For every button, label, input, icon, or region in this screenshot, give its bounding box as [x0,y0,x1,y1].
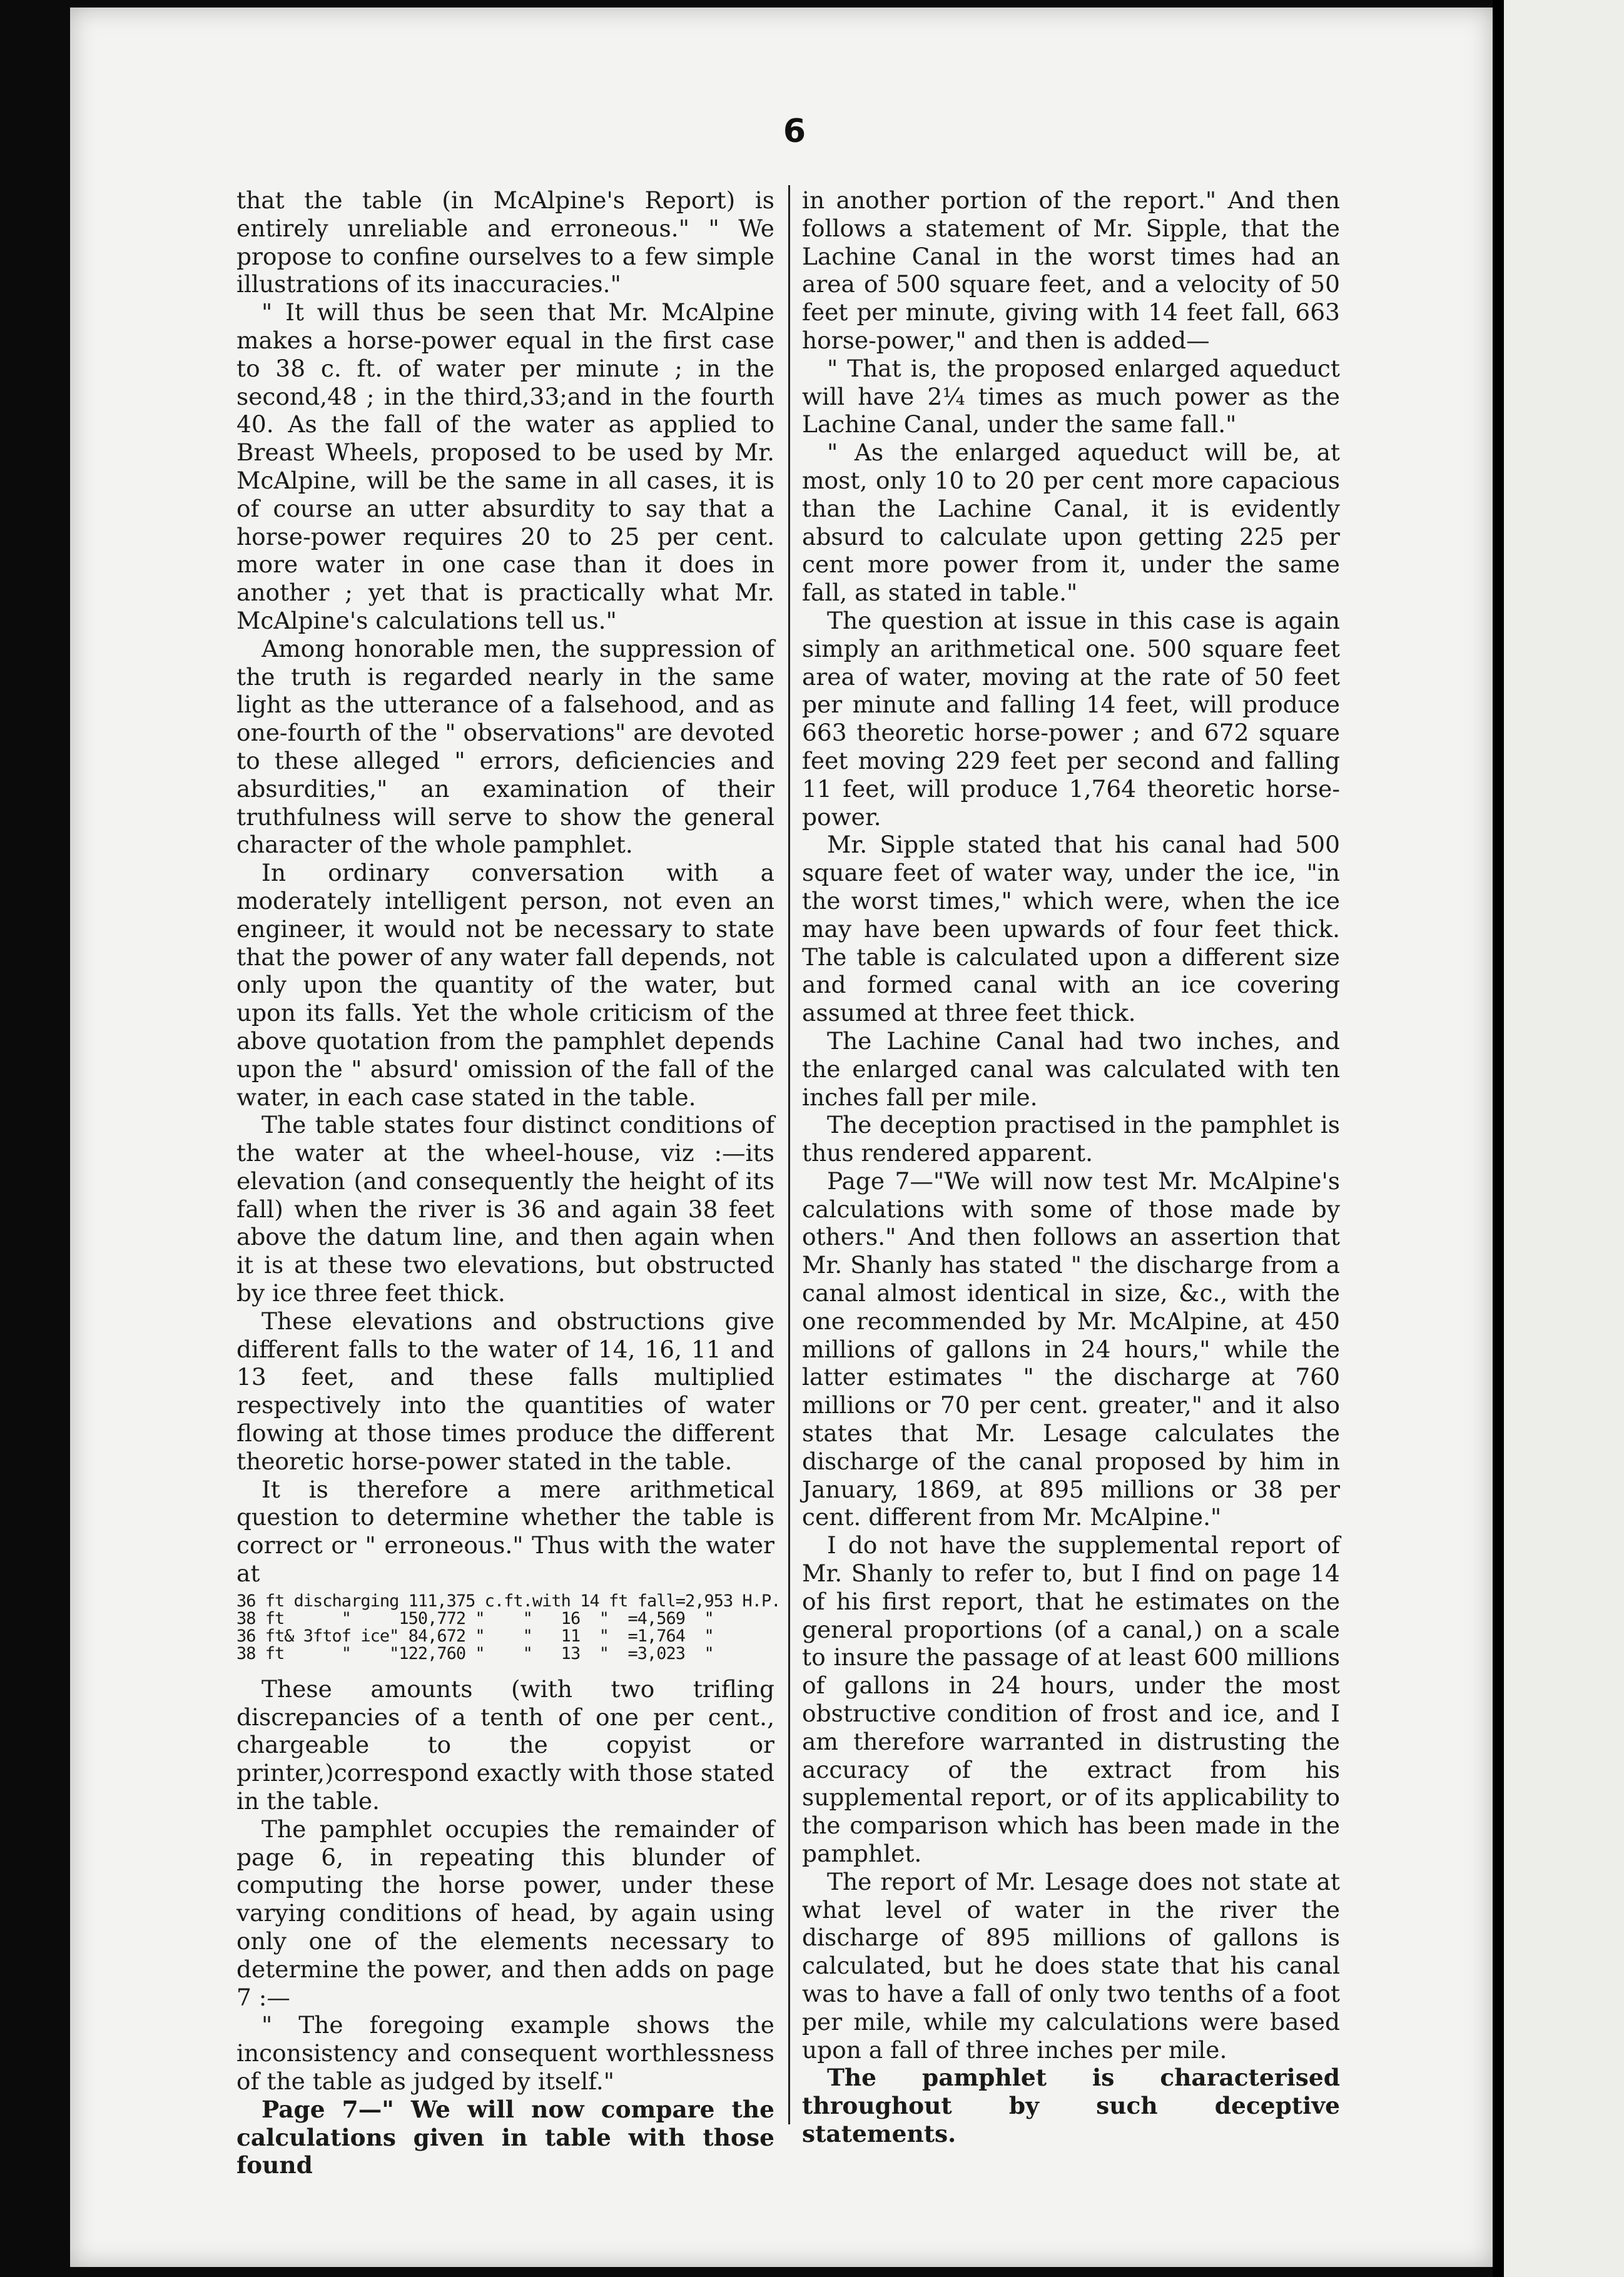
paragraph: In ordinary conversation with a moderately intelligent person, not even an engineer, it would not be necessary to state that the power of any water fall depends, not only upon the quantity of the water, but upon its falls. Yet the whole criticism of the above quotation from the pamphlet depends upon the " absurd' omission of the fall of the water, in each case stated in the table. [236,859,774,1111]
table-row: 38 ft " 150,772 " " 16 " =4,569 " [236,1608,714,1628]
paragraph: Among honorable men, the suppression of the truth is regarded nearly in the same light as the utterance of a falsehood, and as one-fourth of the " observations" are devoted to these alleged " errors, deficiencies and absurdities," an examination of their truthfulness will serve to show the general character of the whole pamphlet. [236,634,774,859]
left-paragraphs-continued [236,1675,774,2179]
paragraph: The Lachine Canal had two inches, and the enlarged canal was calculated with ten inches fall per mile. [802,1027,1340,1111]
paragraph: in another portion of the report." And then follows a statement of Mr. Sipple, that the Lachine Canal in the worst times had an area of 500 square feet, and a velocity of 50 feet per minute, giving with 14 feet fall, 663 horse-power," and then is added— [802,186,1340,354]
right-column [802,186,1340,2148]
table-row: 36 ft discharging 111,375 c.ft.with 14 ft fall=2,953 H.P. [236,1591,781,1611]
paragraph: " As the enlarged aqueduct will be, at most, only 10 to 20 per cent more capacious than the Lachine Canal, it is evidently absurd to calculate upon getting 225 per cent more power from it, under the same fall, as stated in table." [802,439,1340,607]
paragraph: " The foregoing example shows the inconsistency and consequent worthlessness of the table as judged by itself." [236,2011,774,2095]
paragraph: " That is, the proposed enlarged aqueduct will have 2¼ times as much power as the Lachine Canal, under the same fall." [802,354,1340,439]
page-gutter [1493,0,1504,2277]
table-row: 36 ft& 3ftof ice" 84,672 " " 11 " =1,764 " [236,1626,714,1646]
paragraph: The pamphlet occupies the remainder of page 6, in repeating this blunder of computing the horse power, under these varying conditions of head, by again using only one of the elements necessary to determine the power, and then adds on page 7 :— [236,1815,774,2011]
paragraph: that the table (in McAlpine's Report) is entirely unreliable and erroneous." " We propose to confine ourselves to a few simple illustrations of its inaccuracies." [236,186,774,298]
paragraph: The deception practised in the pamphlet is thus rendered apparent. [802,1111,1340,1167]
paragraph: Page 7—" We will now compare the calculations given in table with those found [236,2095,774,2179]
paragraph: These elevations and obstructions give different falls to the water of 14, 16, 11 and 13 feet, and these falls multiplied respectively into the quantities of water flowing at those times produce the different theoretic horse-power stated in the table. [236,1307,774,1475]
paragraph: The report of Mr. Lesage does not state at what level of water in the river the discharge of 895 millions of gallons is calculated, but he does state that his canal was to have a fall of only two tenths of a foot per mile, while my calculations were based upon a fall of three inches per mile. [802,1867,1340,2064]
paragraph: Page 7—"We will now test Mr. McAlpine's calculations with some of those made by others." And then follows an assertion that Mr. Shanly has stated " the discharge from a canal almost identical in size, &c., with the one recommended by Mr. McAlpine, at 450 millions of gallons in 24 hours," while the latter estimates " the discharge at 760 millions or 70 per cent. greater," and it also states that Mr. Lesage calculates the discharge of the canal proposed by him in January, 1869, at 895 millions or 38 per cent. different from Mr. McAlpine." [802,1167,1340,1531]
paragraph: These amounts (with two trifling discrepancies of a tenth of one per cent., chargeable to the copyist or printer,)correspond exactly with those stated in the table. [236,1675,774,1815]
left-paragraphs [236,186,774,1588]
column-divider [788,185,790,2124]
paragraph: The question at issue in this case is again simply an arithmetical one. 500 square feet area of water, moving at the rate of 50 feet per minute and falling 14 feet, will produce 663 theoretic horse-power ; and 672 square feet moving 229 feet per second and falling 11 feet, will produce 1,764 theoretic horse-power. [802,606,1340,831]
adjacent-page-edge [1504,0,1624,2277]
table-row: 38 ft " "122,760 " " 13 " =3,023 " [236,1643,714,1663]
left-column [236,186,781,2179]
paragraph: The pamphlet is characterised throughout by such deceptive statements. [802,2064,1340,2148]
paragraph: The table states four distinct conditions of the water at the wheel-house, viz :—its elevation (and consequently the height of its fall) when the river is 36 and again 38 feet above the datum line, and then again when it is at these two elevations, but obstructed by ice three feet thick. [236,1111,774,1307]
horse-power-table [236,1591,781,1663]
page-number: 6 [783,113,806,150]
paragraph: Mr. Sipple stated that his canal had 500 square feet of water way, under the ice, "in the worst times," which were, when the ice may have been upwards of four feet thick. The table is calculated upon a different size and formed canal with an ice covering assumed at three feet thick. [802,831,1340,1027]
right-paragraphs [802,186,1340,2148]
paragraph: I do not have the supplemental report of Mr. Shanly to refer to, but I find on page 14 of his first report, that he estimates on the general proportions (of a canal,) on a scale to insure the passage of at least 600 millions of gallons in 24 hours, under the most obstructive condition of frost and ice, and I am therefore warranted in distrusting the accuracy of the extract from his supplemental report, or of its applicability to the comparison which has been made in the pamphlet. [802,1531,1340,1868]
paragraph: It is therefore a mere arithmetical question to determine whether the table is correct or " erroneous." Thus with the water at [236,1475,774,1588]
paragraph: " It will thus be seen that Mr. McAlpine makes a horse-power equal in the first case to 38 c. ft. of water per minute ; in the second,48 ; in the third,33;and in the fourth 40. As the fall of the water as applied to Breast Wheels, proposed to be used by Mr. McAlpine, will be the same in all cases, it is of course an utter absurdity to say that a horse-power requires 20 to 25 per cent. more water in one case than it does in another ; yet that is practically what Mr. McAlpine's calculations tell us." [236,298,774,634]
